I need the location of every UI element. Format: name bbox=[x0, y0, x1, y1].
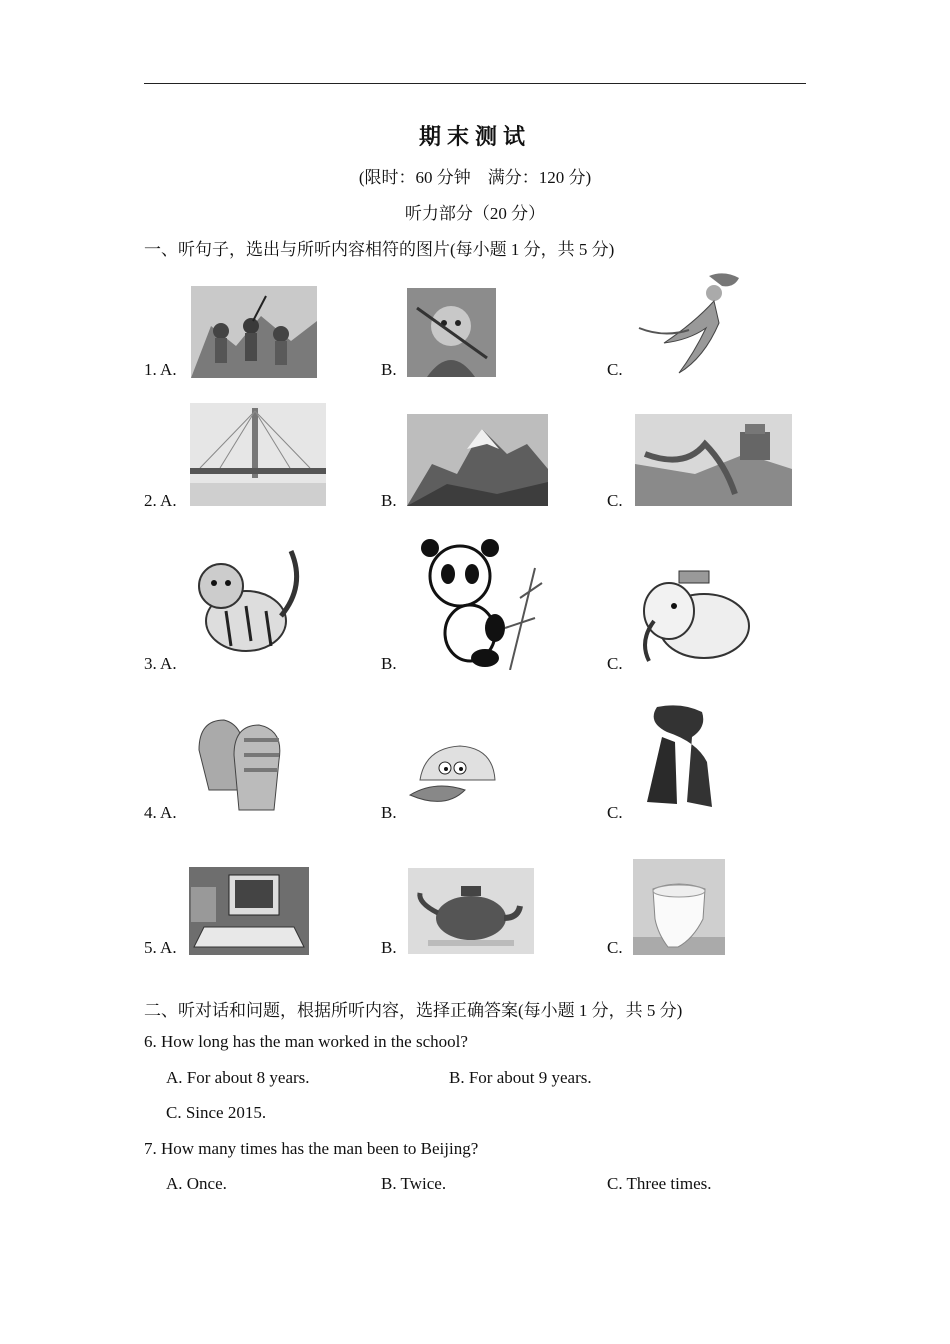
q4-option-b-label: B. bbox=[381, 803, 397, 822]
listening-part-heading: 听力部分（20 分） bbox=[404, 204, 546, 223]
q5-option-b-label: B. bbox=[381, 938, 397, 957]
top-rule bbox=[144, 83, 806, 84]
q7-option-c: C. Three times. bbox=[607, 1174, 712, 1193]
q6-option-a: A. For about 8 years. bbox=[166, 1068, 310, 1087]
page-title: 期末测试 bbox=[418, 125, 531, 150]
q4-option-a-label: 4. A. bbox=[144, 803, 177, 822]
q5-option-b-picture bbox=[408, 868, 534, 954]
section1-heading: 一、听句子，选出与所听内容相符的图片(每小题 1 分，共 5 分) bbox=[144, 240, 615, 259]
q2-option-a-label: 2. A. bbox=[144, 491, 177, 510]
q2-option-a-picture bbox=[190, 403, 326, 506]
q2-option-c-label: C. bbox=[607, 491, 623, 510]
q7-option-a: A. Once. bbox=[166, 1174, 227, 1193]
q3-option-a-picture bbox=[191, 546, 309, 668]
q1-option-a-picture bbox=[191, 286, 317, 378]
q2-option-b-picture bbox=[407, 414, 548, 506]
q3-option-b-label: B. bbox=[381, 654, 397, 673]
q4-option-a-picture bbox=[189, 710, 293, 818]
q2-option-c-picture bbox=[635, 414, 792, 506]
q1-option-a-label: 1. A. bbox=[144, 360, 177, 379]
q1-option-c-label: C. bbox=[607, 360, 623, 379]
q7-option-b: B. Twice. bbox=[381, 1174, 447, 1193]
q3-option-b-picture bbox=[410, 538, 544, 670]
q6-option-b: B. For about 9 years. bbox=[449, 1068, 592, 1087]
q3-option-c-picture bbox=[634, 566, 754, 668]
q4-option-b-picture bbox=[405, 740, 503, 812]
q6-option-c: C. Since 2015. bbox=[166, 1103, 267, 1122]
q5-option-c-picture bbox=[633, 859, 725, 955]
q5-option-a-picture bbox=[189, 867, 309, 955]
section2-heading: 二、听对话和问题，根据所听内容，选择正确答案(每小题 1 分，共 5 分) bbox=[144, 1001, 683, 1020]
q1-option-c-picture bbox=[634, 268, 752, 378]
q7-stem: 7. How many times has the man been to Beijing? bbox=[144, 1139, 479, 1158]
exam-subtitle: (限时：60 分钟 满分：120 分) bbox=[358, 168, 592, 187]
q1-option-b-label: B. bbox=[381, 360, 397, 379]
q1-option-b-picture bbox=[407, 288, 496, 377]
q4-option-c-label: C. bbox=[607, 803, 623, 822]
q3-option-c-label: C. bbox=[607, 654, 623, 673]
q5-option-c-label: C. bbox=[607, 938, 623, 957]
q3-option-a-label: 3. A. bbox=[144, 654, 177, 673]
q2-option-b-label: B. bbox=[381, 491, 397, 510]
q4-option-c-picture bbox=[637, 702, 719, 812]
q6-stem: 6. How long has the man worked in the school? bbox=[144, 1032, 468, 1051]
q5-option-a-label: 5. A. bbox=[144, 938, 177, 957]
